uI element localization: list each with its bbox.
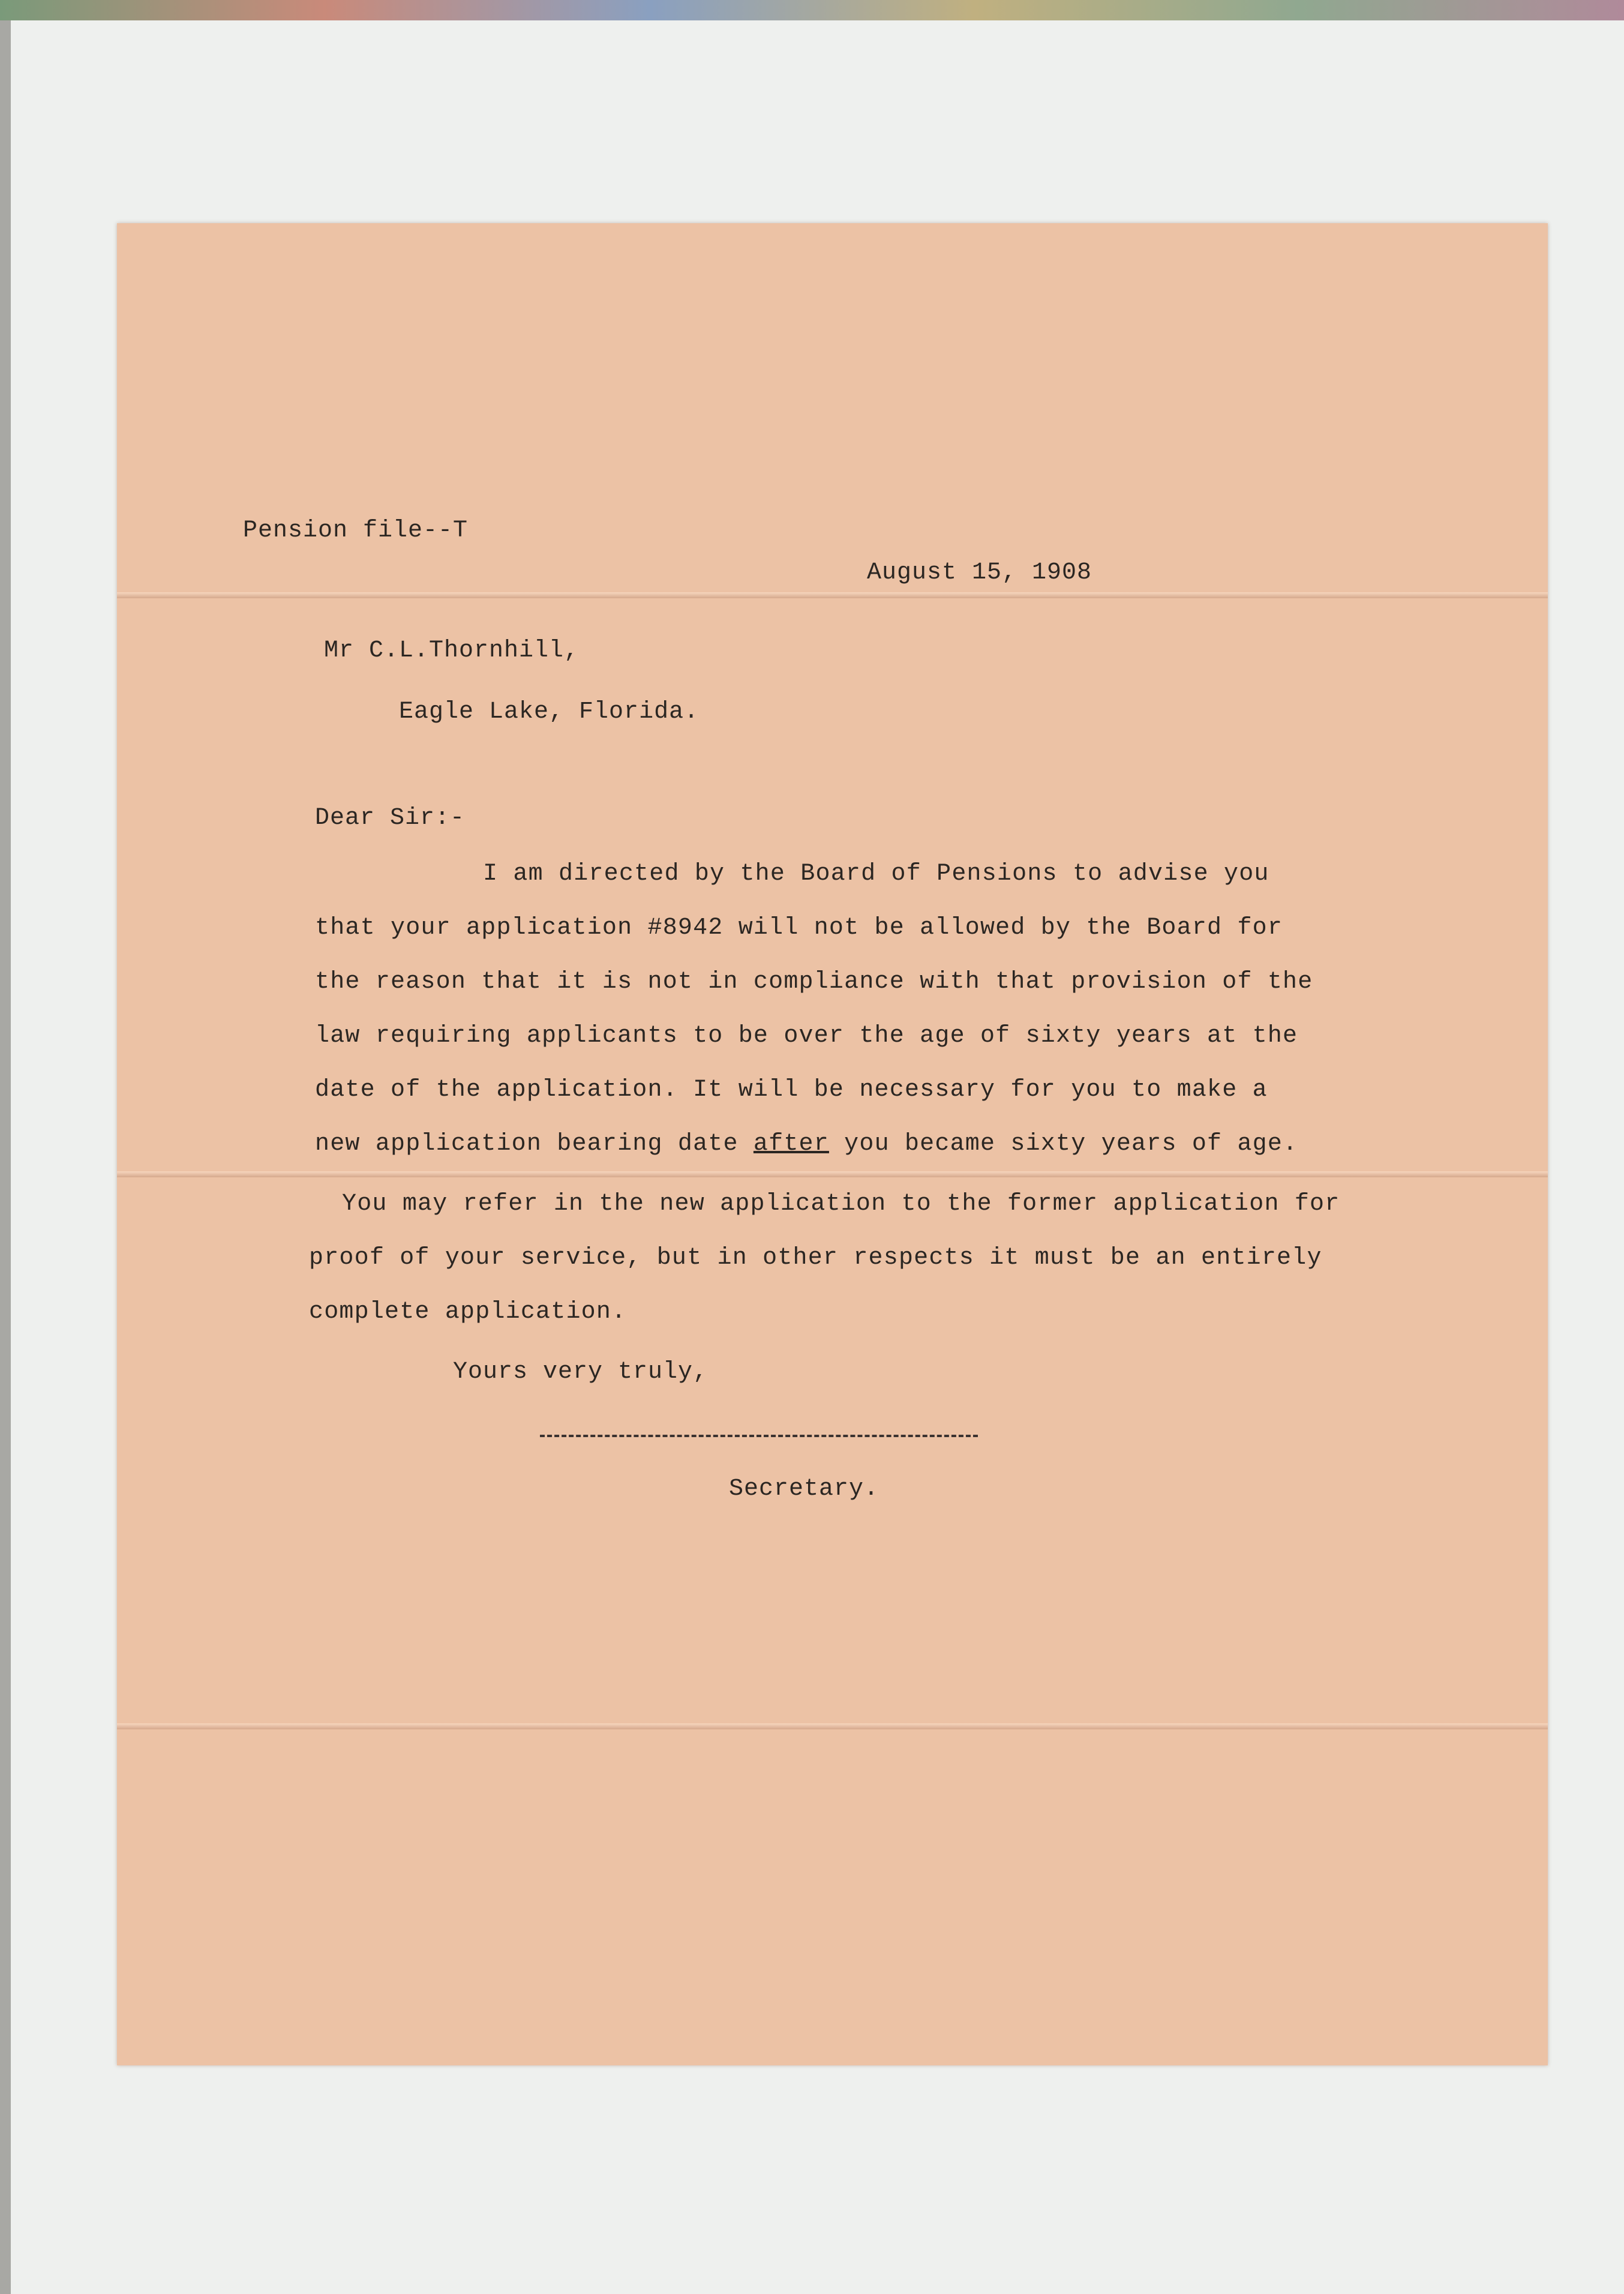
fold-line-bottom	[117, 1723, 1548, 1729]
recipient-name: Mr C.L.Thornhill,	[324, 637, 580, 664]
body-line-6-start: new application bearing date	[315, 1130, 754, 1158]
fold-line-middle	[117, 1171, 1548, 1177]
closing: Yours very truly,	[453, 1359, 709, 1386]
body-line-6	[315, 1132, 1298, 1156]
scan-edge	[0, 20, 11, 2294]
body-line-7: You may refer in the new application to the former application for	[342, 1191, 1340, 1218]
salutation: Dear Sir:-	[315, 805, 466, 832]
body-line-1: I am directed by the Board of Pensions to advise you	[483, 860, 1269, 887]
file-reference: Pension file--T	[243, 517, 469, 544]
recipient-address: Eagle Lake, Florida.	[399, 698, 700, 725]
body-line-5: date of the application. It will be necessary for you to make a	[315, 1076, 1268, 1103]
body-line-4: law requiring applicants to be over the age of sixty years at the	[315, 1022, 1298, 1049]
body-line-8: proof of your service, but in other respects it must be an entirely	[309, 1245, 1322, 1272]
signature-title: Secretary.	[729, 1476, 879, 1503]
letter-page	[117, 223, 1548, 2065]
body-line-2: that your application #8942 will not be allowed by the Board for	[315, 914, 1283, 941]
body-line-3: the reason that it is not in compliance with that provision of the	[315, 968, 1313, 995]
body-line-6-end: you became sixty years of age.	[828, 1130, 1298, 1158]
body-line-9: complete application.	[309, 1299, 627, 1326]
signature-line	[540, 1435, 978, 1437]
underlined-word: after	[753, 1130, 829, 1158]
fold-line-top	[117, 592, 1548, 598]
letter-date: August 15, 1908	[867, 559, 1092, 586]
scan-color-strip	[0, 0, 1624, 20]
